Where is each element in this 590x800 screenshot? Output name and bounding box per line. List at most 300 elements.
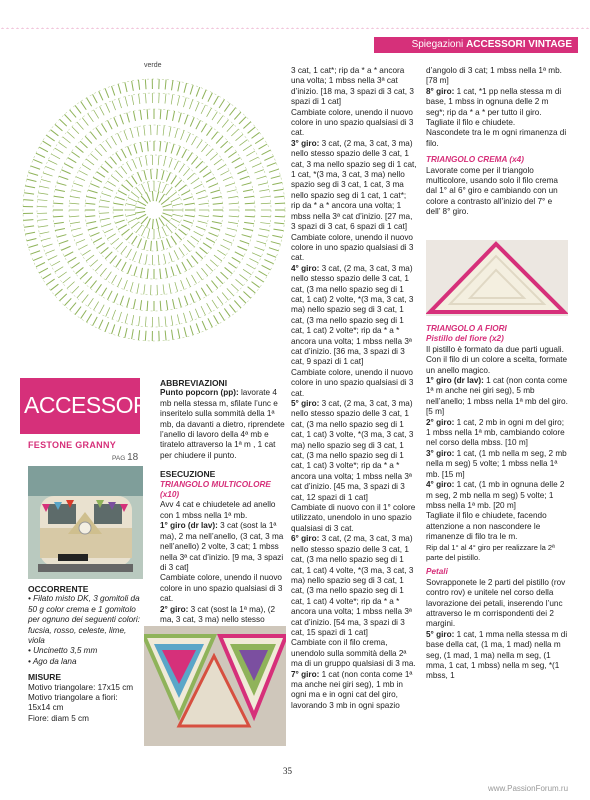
stitch-mark [93,238,102,243]
occorrente-item: • Uncinetto 3,5 mm [28,646,98,656]
stitch-mark [213,203,223,204]
stitch-mark [209,233,218,237]
stitch-mark [106,272,112,280]
stitch-mark [88,190,98,193]
stitch-mark [127,298,130,308]
stitch-mark [147,301,148,311]
round-term: 4° giro: [291,263,320,273]
stitch-mark [102,193,112,196]
stitch-mark [147,269,148,279]
stitch-mark [100,218,110,220]
flower-triangle-photo [426,240,568,316]
stitch-mark [82,165,90,170]
stitch-mark [87,314,92,323]
stitch-mark [121,149,126,158]
stitch-mark [252,163,261,167]
stitch-mark [220,170,229,175]
stitch-mark [139,94,140,104]
stitch-mark [76,239,85,243]
stitch-mark [135,207,145,209]
stitch-mark [223,177,232,181]
stitch-mark [130,128,133,138]
stitch-mark [177,265,181,274]
round-text: 1 cat, (1 mb nella m seg, 2 mb nella m seg) 5 volte; 1 mbss nella 1ª mb. [15 m] [426,448,567,479]
stitch-mark [195,309,199,318]
stitch-mark [43,173,52,176]
stitch-mark [112,324,115,333]
stitch-mark [158,255,159,265]
stitch-mark [171,316,173,326]
stitch-mark [174,250,178,259]
flower-subtitle: Pistillo del fiore (x2) [426,334,504,344]
stitch-mark [231,129,238,136]
paragraph: Cambiate con il filo crema, unendolo sulla sommità della 2ª ma di un gruppo qualsiasi di 3 ma. [291,638,416,669]
stitch-mark [196,190,205,194]
stitch-mark [273,229,283,231]
stitch-mark [128,218,137,222]
stitch-mark [79,170,88,175]
stitch-mark [225,267,233,273]
stitch-mark [77,290,84,298]
stitch-mark [145,331,146,341]
stitch-mark [203,243,211,249]
stitch-mark [191,256,197,264]
stitch-mark [118,278,122,287]
stitch-mark [202,321,206,330]
stitch-mark [86,255,94,261]
stitch-mark [95,264,102,271]
stitch-mark [190,117,194,126]
stitch-mark [67,132,74,139]
stitch-mark [76,177,85,181]
stitch-mark [85,216,95,217]
stitch-mark [236,279,244,285]
stitch-mark [223,239,232,243]
stitch-mark [227,190,237,192]
stitch-mark [137,214,146,219]
round-term: 5° giro: [291,399,320,408]
stitch-mark [134,266,137,276]
stitch-mark [177,314,179,324]
stitch-mark [112,275,117,284]
stitch-mark [162,170,164,180]
stitch-mark [166,172,170,181]
stitch-mark [25,186,35,188]
stitch-mark [140,300,141,310]
stitch-mark [144,240,146,250]
stitch-mark [104,229,113,233]
stitch-mark [133,111,135,121]
stitch-mark [88,298,94,306]
stitch-mark [111,176,119,182]
stitch-mark [33,159,42,163]
stitch-mark [128,146,132,155]
stitch-mark [269,248,279,251]
stitch-mark [217,116,223,124]
stitch-mark [190,85,193,95]
stitch-mark [171,218,180,222]
stitch-mark [112,136,117,145]
round-text: 3 cat, (2 ma, 3 cat, 3 ma) nello stesso spazio delle 3 cat, 1 cat, (3 ma nello spazio seg di 1 cat, 1 cat) 4 volte, *(3 ma, 3 cat, 3 ma) nello spazio seg di 3 cat, 1 cat, (3 ma nello spazio seg di 1 cat, 1 cat) 4 volte*; rip da * a * ancora una volta; 1 mbss nella 3ª cat d’inizio. [54 ma, 3 spazi di 3 cat, 15 spazi di 1 cat] [291,534,414,637]
stitch-mark [217,296,223,304]
stitch-mark [55,229,65,231]
stitch-mark [36,262,45,266]
stitch-mark [199,203,209,204]
stitch-mark [148,182,150,192]
stitch-mark [138,330,139,340]
stitch-mark [76,267,84,273]
stitch-mark [162,240,164,250]
stitch-mark [177,146,181,155]
stitch-mark [90,281,96,289]
round-8 [426,87,568,129]
stitch-mark [116,242,123,249]
stitch-mark [183,197,192,200]
stitch-mark [37,200,47,201]
stitch-mark [131,222,139,228]
stitch-mark [178,229,186,235]
stitch-mark [133,159,137,168]
stitch-mark [259,144,268,149]
stitch-mark [99,213,109,214]
stitch-mark [195,102,199,111]
stitch-mark [169,252,172,261]
stitch-mark [269,169,279,172]
stitch-mark [175,180,182,187]
stitch-mark [200,247,208,253]
stitch-mark [243,269,251,275]
round-text: 3 cat (sost la 1ª ma), 2 ma nell’anello, (3 cat, 3 ma nell’anello) 2 volte, 3 cat; 1 mbss nella 3ª cat d’inizio. [9 ma, 3 spazi di 3 cat] [160,521,284,572]
paragraph: d’angolo di 3 cat; 1 mbss nella 1ª mb. [78 m] [426,66,562,86]
stitch-mark [24,193,34,194]
stitch-mark [184,296,187,305]
flower-round-3 [426,449,568,480]
stitch-mark [183,313,186,323]
stitch-mark [138,238,142,247]
stitch-mark [182,262,187,271]
round-term: 1° giro (dr lav): [160,521,218,531]
round-text: 3 cat, (2 ma, 3 cat, 3 ma) nello stesso spazio delle 3 cat, 1 cat, (3 ma nello spazio seg di 1 cat, 1 cat) 2 volte, *(3 ma, 3 cat, 3 ma) nello spazio seg di 3 cat, 1 cat, (3 ma nello spazio seg di 1 cat, 1 cat) 2 volte*; rip da * a * ancora una volta; 1 mbss nella 3ª cat d’inizio. [36 ma, 3 spazi di 3 cat, 9 spazi di 1 cat] [291,263,414,367]
stitch-mark [43,141,52,146]
stitch-mark [211,281,217,289]
stitch-mark [64,252,73,257]
stitch-mark [183,220,192,223]
stitch-mark [145,93,146,103]
stitch-mark [59,240,68,243]
stitch-mark [46,135,54,141]
stitch-mark [100,200,110,202]
stitch-mark [173,111,175,121]
stitch-mark [118,326,121,336]
stitch-mark [53,216,63,217]
stitch-mark [196,323,199,332]
stitch-mark [138,172,142,181]
stitch-mark [225,183,234,186]
stitch-mark [54,222,64,223]
stitch-mark [127,249,132,258]
stitch-mark [53,203,63,204]
stitch-mark [57,183,67,186]
page-number: 35 [283,766,292,776]
stitch-mark [221,272,228,279]
stitch-mark [70,196,80,198]
stitch-mark [198,221,208,223]
stitch-mark [137,201,146,206]
stitch-mark [90,233,99,237]
stitch-mark [60,294,67,301]
stitch-mark [169,222,177,228]
stitch-mark [55,267,63,272]
abbr-para [160,388,286,461]
stitch-mark [231,284,238,291]
stitch-mark [213,216,223,217]
flower-round-1 [426,376,568,418]
stitch-mark [249,157,258,162]
stitch-mark [141,227,145,236]
stitch-mark [239,140,247,146]
stitch-mark [183,98,186,108]
stitch-mark [80,141,87,148]
stitch-mark [147,141,148,151]
round-text: 1 cat (non conta come 1ª ma anche nei giri seg), 1 mb in ogni ma e in ogni cat del giro, lavorando 3 mb in ogni spazio [291,669,413,710]
stitch-mark [104,187,113,191]
stitch-mark [94,110,99,119]
stitch-mark [128,197,137,201]
stitch-mark [192,136,197,145]
stitch-mark [60,119,67,126]
abbr-text: lavorate 4 mb nella stessa m, sfilate l’unc e inseritelo sulla sommità della 1ª mb, da davanti a dietro, riprendete l’anello di lavoro della 4ª mb e tiratelo attraverso la 1ª m , 1 cat per chiudere il punto. [160,388,285,460]
stitch-mark [179,164,185,172]
stitch-mark [161,198,169,204]
stitch-mark [124,280,128,289]
stitch-mark [120,115,123,124]
stitch-mark [228,152,236,158]
stitch-mark [126,180,133,187]
stitch-mark [81,310,87,318]
round-1 [160,521,286,573]
stitch-mark [77,122,84,130]
round-7 [291,670,417,712]
stitch-mark [186,133,190,142]
stitch-mark [141,196,148,203]
stitch-mark [38,226,48,227]
stitch-mark [207,108,212,117]
stitch-mark [243,189,253,191]
stitch-mark [242,235,252,238]
stitch-mark [51,261,60,266]
paragraph: Cambiate colore, unendo il nuovo colore in uno spazio qualsiasi di 3 cat. [291,107,414,138]
stitch-mark [192,275,197,284]
stitch-mark [240,176,249,179]
stitch-mark [201,124,206,133]
stitch-mark [206,238,215,243]
stitch-mark [216,136,223,143]
stitch-mark [227,228,237,230]
stitch-mark [94,302,99,311]
round-text: 1 cat (non conta come 1ª m anche nei giri seg), 5 mb nell’anello; 1 mbss nella 1ª mb del giro. [5 m] [426,376,568,417]
stitch-mark [189,311,192,320]
stitch-mark [207,303,212,312]
stitch-mark [126,204,136,206]
stitch-mark [229,108,235,116]
stitch-mark [59,142,67,148]
stitch-mark [222,293,228,301]
stitch-mark [175,128,178,138]
stitch-mark [178,185,186,191]
stitch-mark [118,312,121,322]
stitch-mark [102,288,107,297]
stitch-mark [144,126,145,136]
stitch-mark [93,94,98,103]
paragraph: Sovrapponete le 2 parti del pistillo (rov contro rov) e unitele nel corso della lavorazione dei petali, inserendo l’unc attraverso le m corrispondenti dei 2 margini. [426,577,566,629]
stitch-mark [108,291,113,300]
stitch-mark [99,91,103,100]
stitch-mark [100,268,106,276]
stitch-mark [132,81,134,91]
round-term: 4° giro: [426,480,455,490]
stitch-mark [190,325,193,335]
stitch-mark [173,214,183,216]
stitch-mark [260,223,270,224]
stitch-mark [196,226,205,230]
stitch-mark [219,312,224,320]
stitch-mark [126,214,136,216]
stitch-mark [206,284,212,292]
stitch-mark [81,101,87,109]
stitch-mark [177,96,179,106]
stitch-mark [249,258,258,263]
stitch-mark [122,185,130,191]
stitch-mark [220,245,229,250]
stitch-mark [239,117,246,124]
stitch-mark [130,282,133,292]
stitch-mark [158,182,160,192]
stitch-mark [126,233,133,240]
stitch-mark [140,110,141,120]
stitch-mark [222,120,228,128]
stitch-mark [162,227,166,236]
stitch-mark [165,330,166,340]
stitch-mark [198,197,208,199]
stitch-mark [106,140,112,148]
stitch-mark [125,328,127,338]
stitch-mark [235,252,244,257]
exec-subtitle: TRIANGOLO MULTICOLORE (x10) [160,479,271,500]
stitch-mark [146,218,150,227]
stitch-mark [187,173,194,180]
stitch-mark [196,87,199,96]
stitch-mark [121,246,127,254]
stitch-mark [182,149,187,158]
stitch-mark [166,142,168,152]
round-term: 3° giro: [291,138,320,148]
stitch-mark [225,146,233,152]
stitch-mark [96,127,102,135]
stitch-mark [189,100,192,109]
stitch-mark [224,103,230,111]
stitch-mark [70,303,76,311]
stitch-mark [144,284,145,294]
stitch-mark [96,284,102,292]
stitch-mark [69,203,79,204]
stitch-mark [272,183,282,185]
stitch-mark [61,246,70,250]
stitch-mark [175,282,178,292]
stitch-mark [107,234,116,239]
stitch-mark [185,203,195,205]
stitch-mark [148,229,150,239]
stitch-mark [243,145,251,151]
stitch-mark [201,306,205,315]
stitch-mark [161,216,169,222]
stitch-mark [118,225,127,230]
stitch-mark [232,158,241,163]
stitch-mark [71,190,81,192]
stitch-mark [258,235,268,237]
stitch-mark [163,213,172,216]
chart-color-label: verde [144,62,162,69]
stitch-mark [239,296,246,303]
stitch-mark [169,158,172,167]
stitch-mark [127,162,132,171]
stitch-mark [125,97,127,107]
paragraph: Rip dal 1° al 4° giro per realizzare la 2ª parte del pistillo. [426,542,555,562]
stitch-mark [243,229,253,231]
stitch-mark [261,216,271,217]
stitch-mark [38,193,48,194]
flower-round-4 [426,480,568,511]
stitch-mark [248,127,256,133]
stitch-mark [33,257,42,261]
stitch-mark [181,280,185,289]
round-5 [291,399,417,503]
stitch-mark [63,137,71,143]
section-title: ACCESSORI [24,392,155,418]
stitch-mark [114,117,118,126]
stitch-mark [23,220,33,221]
sidebar-text [28,584,142,724]
stitch-mark [166,300,167,310]
stitch-mark [156,192,158,202]
stitch-mark [163,204,172,207]
stitch-mark [259,271,268,276]
stitch-mark [122,229,130,235]
stitch-mark [37,219,47,220]
stitch-mark [274,196,284,197]
stitch-mark [163,284,164,294]
stitch-mark [100,305,105,314]
stitch-mark [144,170,146,180]
stitch-mark [136,187,142,195]
stitch-mark [105,322,109,331]
stitch-mark [206,149,213,156]
stitch-mark [125,314,127,324]
stitch-mark [244,196,254,197]
misure-item: Motivo triangolare a fiori: 15x14 cm [28,693,118,713]
stitch-mark [191,236,199,242]
page-ref-prefix: PAG [112,455,126,462]
stitch-mark [70,110,76,118]
stitch-mark [165,94,166,104]
stitch-mark [105,88,109,97]
stitch-mark [159,218,164,226]
stitch-mark [160,301,161,311]
stitch-mark [116,153,122,161]
stitch-mark [151,169,152,179]
stitch-mark [25,232,35,234]
stitch-mark [179,298,182,308]
stitch-mark [151,241,152,251]
